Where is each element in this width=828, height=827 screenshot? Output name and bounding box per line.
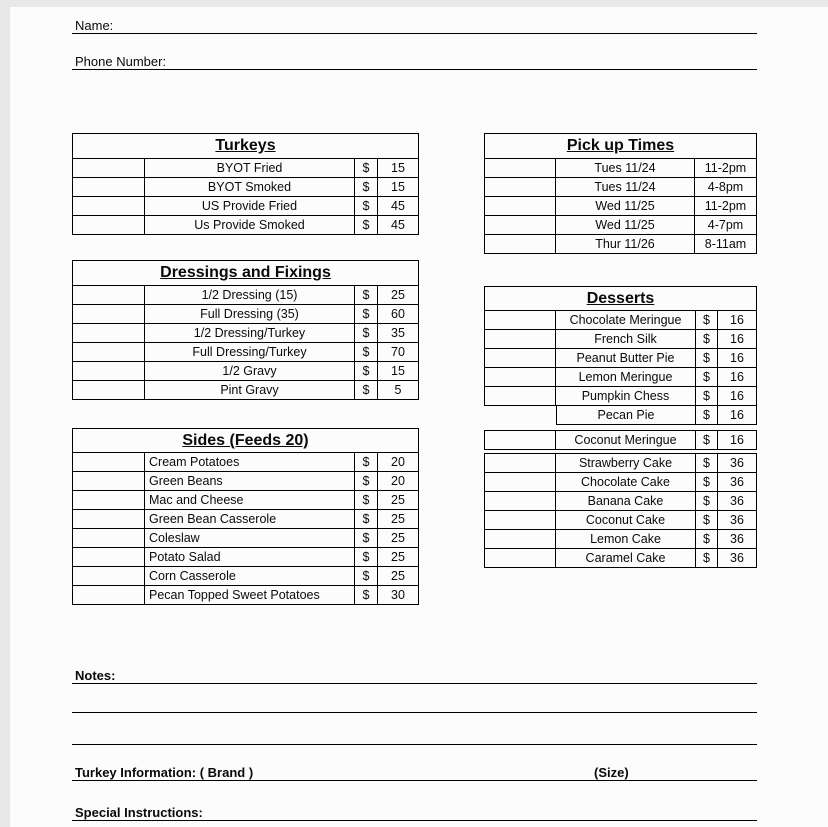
price-value: 36 xyxy=(718,548,757,568)
item-name: Cream Potatoes xyxy=(145,452,355,472)
selection-cell[interactable] xyxy=(484,234,556,254)
currency-symbol: $ xyxy=(355,585,378,605)
currency-symbol: $ xyxy=(355,490,378,510)
table-row xyxy=(72,471,419,491)
currency-symbol: $ xyxy=(696,453,718,473)
desserts-table xyxy=(484,286,757,568)
price-value: 16 xyxy=(718,386,757,406)
quantity-cell[interactable] xyxy=(72,158,145,178)
pickup-times-table xyxy=(484,133,757,254)
price-value: 25 xyxy=(378,285,419,305)
item-name: Full Dressing (35) xyxy=(145,304,355,324)
quantity-cell[interactable] xyxy=(72,490,145,510)
table-row xyxy=(484,529,757,549)
currency-symbol: $ xyxy=(355,361,378,381)
currency-symbol: $ xyxy=(696,529,718,549)
price-value: 36 xyxy=(718,529,757,549)
table-row xyxy=(72,285,419,305)
sides-title-text: Sides (Feeds 20) xyxy=(182,432,309,449)
dressings-table xyxy=(72,260,419,400)
quantity-cell[interactable] xyxy=(72,323,145,343)
quantity-cell[interactable] xyxy=(484,472,556,492)
item-name: US Provide Fried xyxy=(145,196,355,216)
sides-title xyxy=(72,428,419,453)
currency-symbol: $ xyxy=(696,472,718,492)
desserts-group-pies xyxy=(484,310,757,425)
turkeys-title-text: Turkeys xyxy=(215,137,276,154)
quantity-cell[interactable] xyxy=(484,329,556,349)
currency-symbol: $ xyxy=(355,566,378,586)
price-value: 5 xyxy=(378,380,419,400)
quantity-cell[interactable] xyxy=(484,529,556,549)
price-value: 35 xyxy=(378,323,419,343)
table-row xyxy=(72,380,419,400)
selection-cell[interactable] xyxy=(484,158,556,178)
table-row xyxy=(484,215,757,235)
table-row xyxy=(72,585,419,605)
quantity-cell[interactable] xyxy=(72,177,145,197)
price-value: 16 xyxy=(718,405,757,425)
price-value: 70 xyxy=(378,342,419,362)
item-name: Coconut Meringue xyxy=(556,430,696,450)
desserts-group-meringue xyxy=(484,430,757,450)
pickup-times-title xyxy=(484,133,757,159)
empty-space xyxy=(484,405,556,425)
pickup-date: Tues 11/24 xyxy=(556,177,695,197)
currency-symbol: $ xyxy=(355,452,378,472)
currency-symbol: $ xyxy=(355,342,378,362)
price-value: 25 xyxy=(378,547,419,567)
item-name: Chocolate Meringue xyxy=(556,310,696,330)
currency-symbol: $ xyxy=(355,215,378,235)
price-value: 25 xyxy=(378,509,419,529)
price-value: 30 xyxy=(378,585,419,605)
quantity-cell[interactable] xyxy=(484,491,556,511)
special-instructions-line[interactable] xyxy=(72,820,757,821)
quantity-cell[interactable] xyxy=(72,471,145,491)
table-row xyxy=(484,196,757,216)
table-row xyxy=(484,430,757,450)
table-row xyxy=(72,490,419,510)
quantity-cell[interactable] xyxy=(484,386,556,406)
selection-cell[interactable] xyxy=(484,215,556,235)
currency-symbol: $ xyxy=(696,386,718,406)
quantity-cell[interactable] xyxy=(72,585,145,605)
item-name: French Silk xyxy=(556,329,696,349)
item-name: Corn Casserole xyxy=(145,566,355,586)
phone-label: Phone Number: xyxy=(75,54,167,69)
currency-symbol: $ xyxy=(355,196,378,216)
quantity-cell[interactable] xyxy=(484,367,556,387)
price-value: 16 xyxy=(718,310,757,330)
special-instructions-label: Special Instructions: xyxy=(75,805,203,820)
table-row xyxy=(484,348,757,368)
dressings-title xyxy=(72,260,419,286)
item-name: Pecan Pie xyxy=(556,405,696,425)
pickup-date: Tues 11/24 xyxy=(556,158,695,178)
price-value: 60 xyxy=(378,304,419,324)
price-value: 20 xyxy=(378,471,419,491)
selection-cell[interactable] xyxy=(484,177,556,197)
price-value: 16 xyxy=(718,329,757,349)
item-name: Lemon Cake xyxy=(556,529,696,549)
item-name: Coleslaw xyxy=(145,528,355,548)
currency-symbol: $ xyxy=(696,405,718,425)
dressings-title-text: Dressings and Fixings xyxy=(160,264,331,281)
notes-label: Notes: xyxy=(75,668,116,683)
item-name: Green Beans xyxy=(145,471,355,491)
price-value: 15 xyxy=(378,177,419,197)
quantity-cell[interactable] xyxy=(72,452,145,472)
item-name: Pecan Topped Sweet Potatoes xyxy=(145,585,355,605)
table-row xyxy=(72,215,419,235)
table-row xyxy=(484,386,757,406)
table-row xyxy=(484,472,757,492)
turkey-info-label: Turkey Information: ( Brand ) xyxy=(75,765,254,780)
item-name: Potato Salad xyxy=(145,547,355,567)
quantity-cell[interactable] xyxy=(484,348,556,368)
selection-cell[interactable] xyxy=(484,196,556,216)
item-name: Pumpkin Chess xyxy=(556,386,696,406)
table-row xyxy=(72,547,419,567)
currency-symbol: $ xyxy=(355,509,378,529)
pickup-time: 4-8pm xyxy=(695,177,757,197)
quantity-cell[interactable] xyxy=(72,380,145,400)
pickup-times-title-text: Pick up Times xyxy=(566,137,675,154)
turkeys-title xyxy=(72,133,419,159)
currency-symbol: $ xyxy=(696,310,718,330)
quantity-cell[interactable] xyxy=(484,548,556,568)
quantity-cell[interactable] xyxy=(72,547,145,567)
notes-line-3[interactable] xyxy=(72,744,757,745)
currency-symbol: $ xyxy=(696,430,718,450)
quantity-cell[interactable] xyxy=(72,566,145,586)
item-name: Us Provide Smoked xyxy=(145,215,355,235)
item-name: 1/2 Dressing (15) xyxy=(145,285,355,305)
table-row xyxy=(484,510,757,530)
size-label: (Size) xyxy=(594,765,629,780)
sides-table xyxy=(72,428,419,605)
item-name: Coconut Cake xyxy=(556,510,696,530)
price-value: 25 xyxy=(378,566,419,586)
phone-field-line[interactable] xyxy=(72,69,757,70)
item-name: Green Bean Casserole xyxy=(145,509,355,529)
quantity-cell[interactable] xyxy=(72,361,145,381)
item-name: Mac and Cheese xyxy=(145,490,355,510)
table-row xyxy=(72,196,419,216)
currency-symbol: $ xyxy=(355,158,378,178)
price-value: 36 xyxy=(718,453,757,473)
quantity-cell[interactable] xyxy=(72,196,145,216)
item-name: BYOT Smoked xyxy=(145,177,355,197)
table-row xyxy=(72,361,419,381)
table-row xyxy=(72,528,419,548)
notes-line-1[interactable] xyxy=(72,683,757,684)
table-row xyxy=(72,304,419,324)
table-row xyxy=(484,177,757,197)
currency-symbol: $ xyxy=(696,329,718,349)
table-row xyxy=(484,405,757,425)
currency-symbol: $ xyxy=(696,491,718,511)
table-row xyxy=(484,453,757,473)
currency-symbol: $ xyxy=(355,177,378,197)
pickup-time: 4-7pm xyxy=(695,215,757,235)
currency-symbol: $ xyxy=(355,285,378,305)
pickup-date: Wed 11/25 xyxy=(556,196,695,216)
currency-symbol: $ xyxy=(355,323,378,343)
quantity-cell[interactable] xyxy=(72,285,145,305)
table-row xyxy=(484,367,757,387)
pickup-time: 11-2pm xyxy=(695,196,757,216)
table-row xyxy=(72,509,419,529)
quantity-cell[interactable] xyxy=(72,509,145,529)
currency-symbol: $ xyxy=(696,348,718,368)
currency-symbol: $ xyxy=(355,471,378,491)
quantity-cell[interactable] xyxy=(72,215,145,235)
desserts-title-text: Desserts xyxy=(586,290,655,307)
price-value: 36 xyxy=(718,472,757,492)
currency-symbol: $ xyxy=(355,547,378,567)
table-row xyxy=(72,158,419,178)
quantity-cell[interactable] xyxy=(484,430,556,450)
item-name: Chocolate Cake xyxy=(556,472,696,492)
turkey-info-line[interactable] xyxy=(72,780,757,781)
currency-symbol: $ xyxy=(355,528,378,548)
quantity-cell[interactable] xyxy=(72,528,145,548)
table-row xyxy=(484,310,757,330)
price-value: 15 xyxy=(378,361,419,381)
quantity-cell[interactable] xyxy=(484,510,556,530)
item-name: Lemon Meringue xyxy=(556,367,696,387)
name-field-line[interactable] xyxy=(72,33,757,34)
quantity-cell[interactable] xyxy=(72,304,145,324)
pickup-date: Wed 11/25 xyxy=(556,215,695,235)
currency-symbol: $ xyxy=(355,380,378,400)
item-name: Caramel Cake xyxy=(556,548,696,568)
price-value: 16 xyxy=(718,430,757,450)
table-row xyxy=(72,342,419,362)
table-row xyxy=(72,566,419,586)
price-value: 36 xyxy=(718,491,757,511)
table-row xyxy=(72,452,419,472)
quantity-cell[interactable] xyxy=(484,310,556,330)
item-name: 1/2 Dressing/Turkey xyxy=(145,323,355,343)
item-name: Strawberry Cake xyxy=(556,453,696,473)
item-name: 1/2 Gravy xyxy=(145,361,355,381)
currency-symbol: $ xyxy=(696,510,718,530)
price-value: 15 xyxy=(378,158,419,178)
table-row xyxy=(484,491,757,511)
table-row xyxy=(484,548,757,568)
price-value: 25 xyxy=(378,490,419,510)
table-row xyxy=(484,158,757,178)
table-row xyxy=(72,177,419,197)
item-name: BYOT Fried xyxy=(145,158,355,178)
turkeys-table xyxy=(72,133,419,235)
item-name: Peanut Butter Pie xyxy=(556,348,696,368)
item-name: Pint Gravy xyxy=(145,380,355,400)
table-row xyxy=(484,329,757,349)
desserts-title xyxy=(484,286,757,311)
pickup-time: 8-11am xyxy=(695,234,757,254)
pickup-date: Thur 11/26 xyxy=(556,234,695,254)
price-value: 16 xyxy=(718,348,757,368)
item-name: Full Dressing/Turkey xyxy=(145,342,355,362)
notes-line-2[interactable] xyxy=(72,712,757,713)
price-value: 45 xyxy=(378,196,419,216)
currency-symbol: $ xyxy=(355,304,378,324)
pickup-time: 11-2pm xyxy=(695,158,757,178)
desserts-group-cakes xyxy=(484,453,757,568)
currency-symbol: $ xyxy=(696,548,718,568)
price-value: 36 xyxy=(718,510,757,530)
quantity-cell[interactable] xyxy=(72,342,145,362)
name-label: Name: xyxy=(75,18,114,33)
item-name: Banana Cake xyxy=(556,491,696,511)
currency-symbol: $ xyxy=(696,367,718,387)
price-value: 25 xyxy=(378,528,419,548)
price-value: 20 xyxy=(378,452,419,472)
price-value: 16 xyxy=(718,367,757,387)
table-row xyxy=(72,323,419,343)
table-row xyxy=(484,234,757,254)
price-value: 45 xyxy=(378,215,419,235)
quantity-cell[interactable] xyxy=(484,453,556,473)
